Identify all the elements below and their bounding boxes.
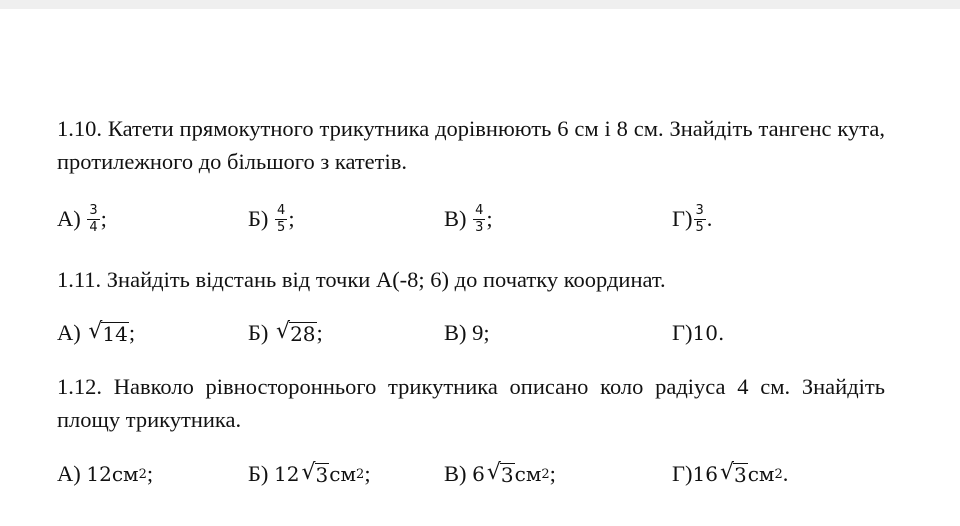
radicand: 14	[102, 322, 128, 346]
top-strip	[0, 0, 960, 9]
option-tail: ;	[486, 206, 493, 231]
unit: см	[111, 462, 139, 486]
option-b	[248, 199, 295, 239]
option-g	[672, 199, 712, 239]
unit: см	[514, 462, 542, 486]
square-root	[88, 321, 128, 345]
numerator: 4	[277, 202, 286, 218]
option-v	[444, 313, 490, 353]
fraction	[275, 204, 287, 235]
option-v	[444, 454, 556, 494]
radicand: 3	[315, 463, 329, 487]
square-root	[487, 462, 515, 486]
problem-1-11-options	[0, 313, 960, 353]
radical-sign-icon: √	[719, 460, 734, 485]
option-tail: ;	[364, 461, 371, 486]
radical-sign-icon: √	[88, 319, 103, 344]
coefficient: 12	[274, 462, 300, 486]
option-tail: ;	[146, 461, 154, 486]
option-label: В)	[444, 206, 467, 231]
problem-1-10-text: 1.10. Катети прямокутного трикутника дорівнюють 6 см і 8 см. Знайдіть тангенс кута, протилежного до більшого з катетів.	[57, 116, 885, 174]
option-label: А)	[57, 320, 81, 345]
option-label: Б)	[248, 206, 269, 231]
option-value: 10.	[692, 321, 725, 345]
option-label: Б)	[248, 320, 269, 345]
coefficient: 16	[692, 462, 718, 486]
unit: см	[329, 462, 357, 486]
coefficient: 6	[472, 462, 485, 486]
option-tail: ;	[316, 320, 323, 345]
fraction	[694, 204, 706, 235]
option-label: В)	[444, 461, 467, 486]
option-b	[248, 313, 323, 353]
option-v	[444, 199, 493, 239]
denominator: 5	[277, 219, 286, 235]
option-tail: ;	[288, 206, 295, 231]
coefficient: 12	[86, 462, 112, 486]
option-label: Б)	[248, 461, 269, 486]
exponent: 2	[356, 466, 365, 482]
numerator: 3	[695, 202, 704, 218]
option-label: В)	[444, 320, 467, 345]
problem-1-12-text: 1.12. Навколо рівностороннього трикутника описано коло радіуса 4 см. Знайдіть площу трикутника.	[57, 374, 885, 432]
unit: см	[747, 462, 775, 486]
option-tail: ;	[549, 461, 556, 486]
denominator: 3	[475, 219, 484, 235]
square-root	[302, 462, 330, 486]
exponent: 2	[774, 466, 783, 482]
option-tail: .	[782, 461, 789, 486]
exponent: 2	[138, 466, 147, 482]
radical-sign-icon: √	[276, 319, 291, 344]
radicand: 28	[290, 322, 316, 346]
option-a	[57, 199, 107, 239]
option-tail: .	[706, 206, 713, 231]
option-label: Г)	[672, 320, 693, 345]
problem-1-10-options	[0, 199, 960, 239]
radicand: 3	[500, 463, 514, 487]
option-label: А)	[57, 461, 81, 486]
problem-1-12-options	[0, 454, 960, 494]
numerator: 4	[475, 202, 484, 218]
option-g	[672, 454, 788, 494]
option-tail: ;	[100, 206, 107, 231]
fraction	[473, 204, 485, 235]
option-label: Г)	[672, 461, 693, 486]
radicand: 3	[734, 463, 747, 487]
option-value: 9;	[472, 320, 490, 345]
denominator: 5	[695, 219, 704, 235]
option-a	[57, 313, 135, 353]
exponent: 2	[541, 466, 550, 482]
numerator: 3	[89, 202, 98, 218]
square-root	[276, 321, 316, 345]
option-b	[248, 454, 371, 494]
radical-sign-icon: √	[486, 460, 501, 485]
radical-sign-icon: √	[301, 460, 316, 485]
denominator: 4	[89, 219, 98, 235]
option-a	[57, 454, 153, 494]
square-root	[720, 462, 748, 486]
option-tail: ;	[128, 320, 136, 345]
option-label: А)	[57, 206, 81, 231]
option-g	[672, 313, 724, 353]
option-label: Г)	[672, 206, 693, 231]
fraction	[87, 204, 99, 235]
problem-1-11-text: 1.11. Знайдіть відстань від точки А(-8; 6) до початку координат.	[57, 267, 666, 292]
